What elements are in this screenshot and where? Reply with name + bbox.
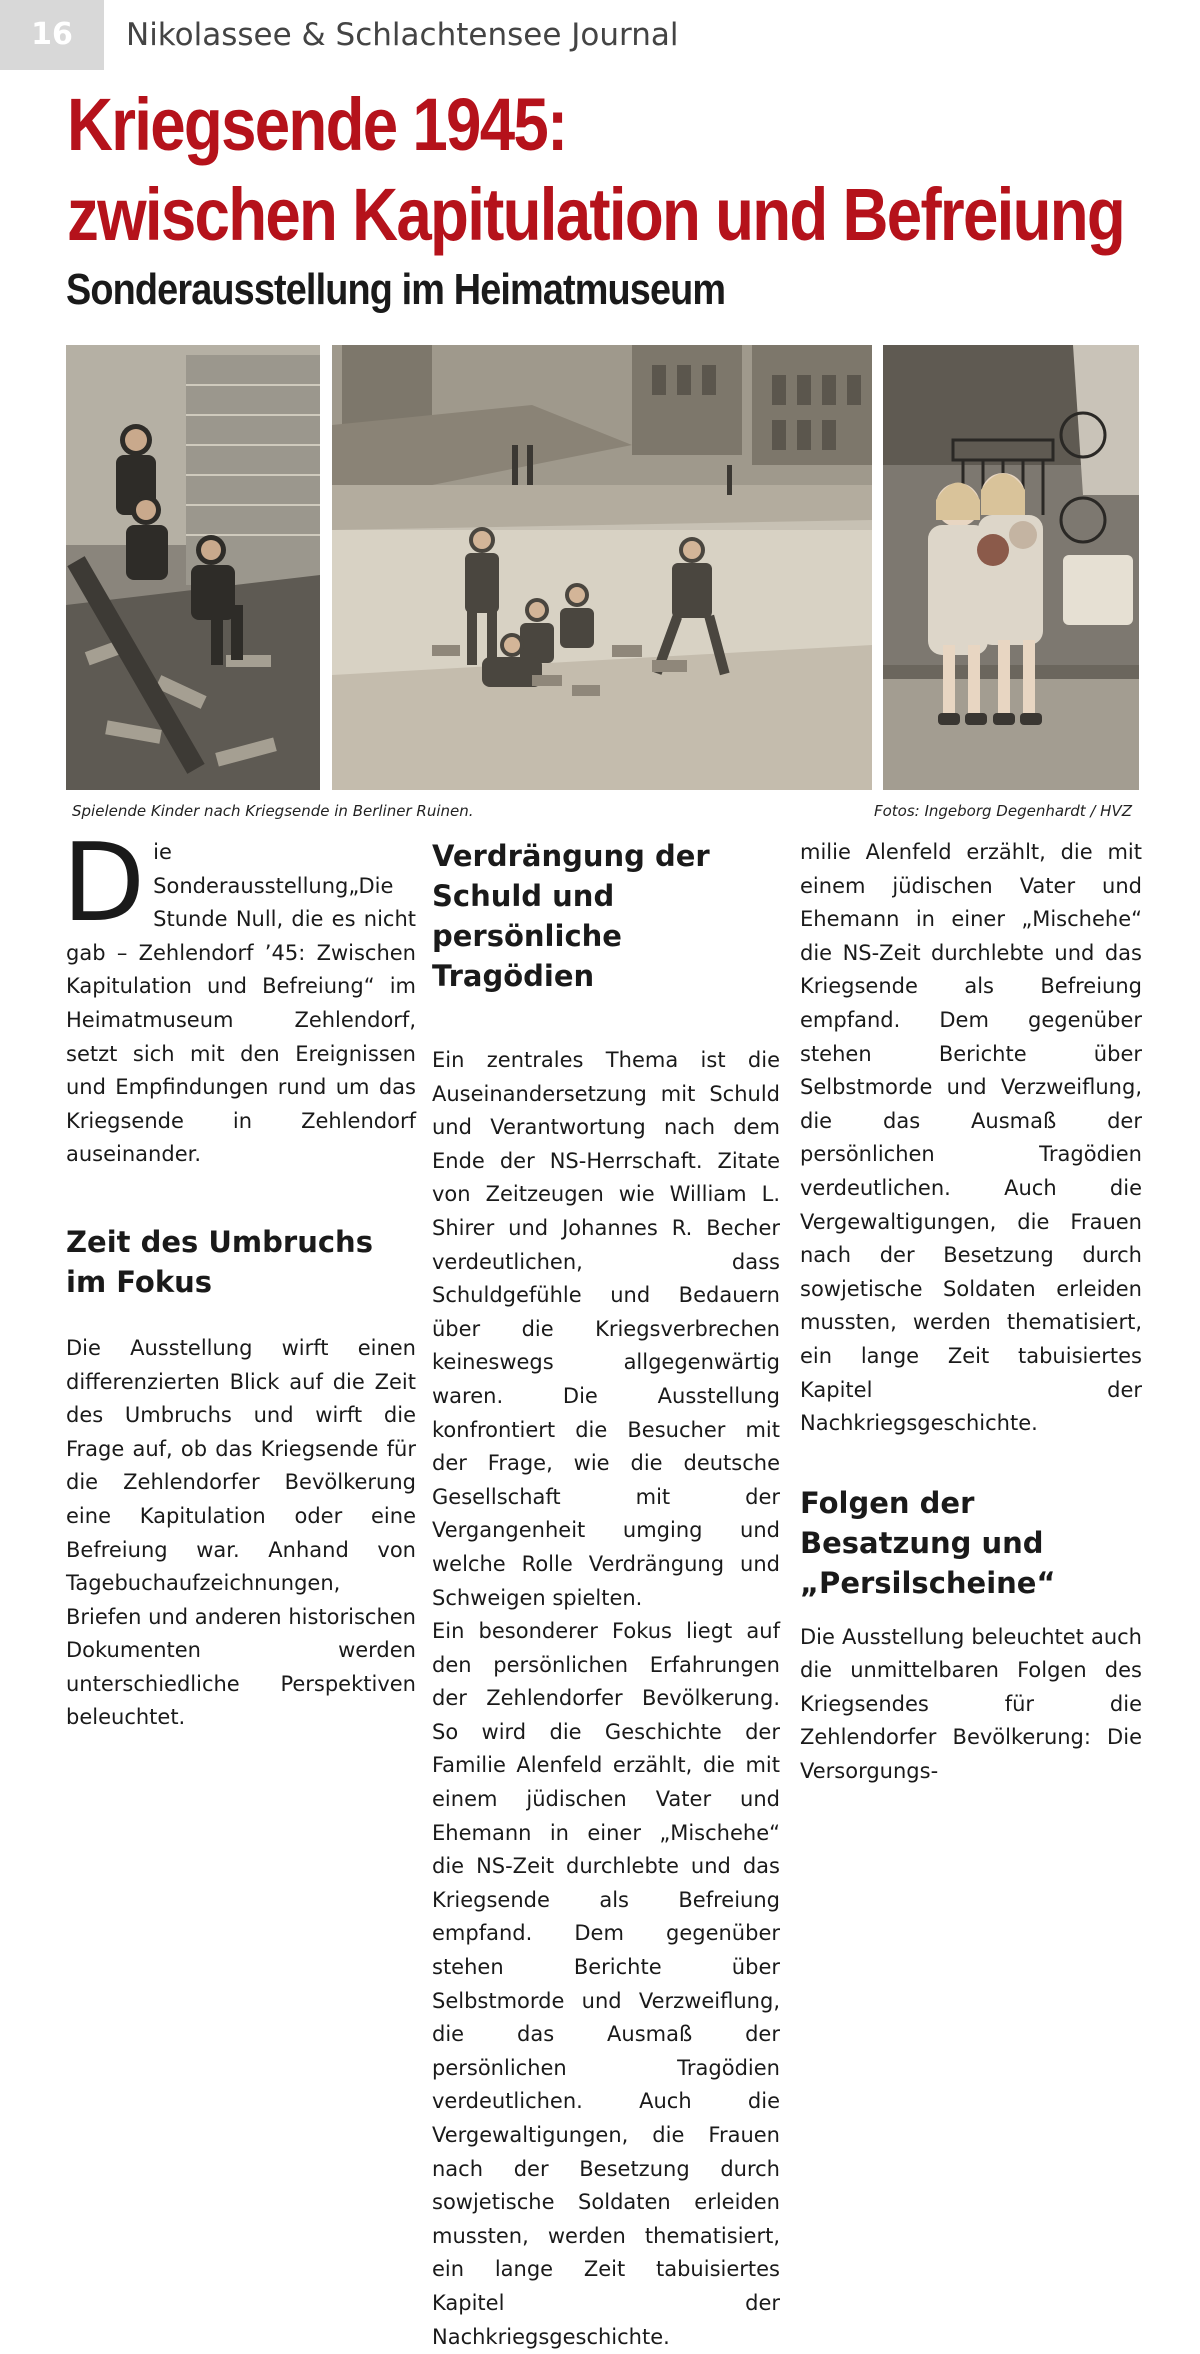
photo-girls-with-doll bbox=[883, 345, 1139, 790]
section-heading-umbruch: Zeit des Umbruchs im Fokus bbox=[66, 1224, 373, 1299]
article-column-3 bbox=[800, 836, 1142, 1789]
intro-text: ie Sonderausstellung„Die Stunde Null, die es nicht gab – Zehlendorf ’45: Zwischen Kapitulation und Befreiung“ im Heimatmuseum Zehlendorf, setzt sich mit den Ereignissen und Empfindungen rund um das Kriegsende in Zehlendorf auseinander. bbox=[66, 840, 416, 1167]
section-text-umbruch: Die Ausstellung wirft einen differenzierten Blick auf die Zeit des Umbruchs und wirft die Frage auf, ob das Kriegsende für die Zehlendorfer Bevölkerung eine Kapitulation oder eine Befreiung war. Anhand von Tagebuchaufzeichnungen, Briefen und anderen historischen Dokumenten werden unterschiedliche Perspektiven beleuchtet. bbox=[66, 1335, 416, 1730]
journal-name: Nikolassee & Schlachtensee Journal bbox=[126, 17, 679, 53]
section-text-familie-continued: milie Alenfeld erzählt, die mit einem jüdischen Vater und Ehemann in einer „Mischehe“ die NS-Zeit durchlebte und das Kriegsende als Befreiung empfand. Dem gegenüber stehen Berichte über Selbstmorde und Verzweiflung, die das Ausmaß der persönlichen Tragödien verdeutlichen. Auch die Vergewaltigungen, die Frauen nach der Besetzung durch sowjetische Soldaten erleiden mussten, werden thematisiert, ein lange Zeit tabuisiertes Kapitel der Nachkriegsgeschichte. bbox=[800, 840, 1142, 1436]
drop-cap: D bbox=[62, 821, 146, 946]
article-column-2 bbox=[432, 836, 780, 2349]
article-column-1 bbox=[62, 821, 416, 1735]
section-text-verdraengung: Ein zentrales Thema ist die Auseinandersetzung mit Schuld und Verantwortung nach dem Ende der NS-Herrschaft. Zitate von Zeitzeugen wie William L. Shirer und Johannes R. Becher verdeutlichen, dass Schuldgefühle und Bedauern über die Kriegsverbrechen keineswegs allgegenwärtig waren. Die Ausstellung konfrontiert die Besucher mit der Frage, wie die deutsche Gesellschaft mit der Vergangenheit umging und welche Rolle Verdrängung und Schweigen spielten. bbox=[432, 1048, 780, 1610]
photo-children-playing-street bbox=[332, 345, 872, 790]
article-title bbox=[67, 80, 1125, 260]
title-line-1: Kriegsende 1945: bbox=[67, 83, 567, 166]
section-text-familie: Ein besonderer Fokus liegt auf den persönlichen Erfahrungen der Zehlendorfer Bevölkerung. So wird die Geschichte der Familie Alenfeld erzählt, die mit einem jüdischen Vater und Ehemann in einer „Mischehe“ die NS-Zeit durchlebte und das Kriegsende als Befreiung empfand. Dem gegenüber stehen Berichte über Selbstmorde und Verzweiflung, die das Ausmaß der persönlichen Tragödien verdeutlichen. Auch die Vergewaltigungen, die Frauen nach der Besetzung durch sowjetische Soldaten erleiden mussten, werden thematisiert, ein lange Zeit tabuisiertes Kapitel der Nachkriegsgeschichte. bbox=[432, 1619, 780, 2349]
photo-credit: Fotos: Ingeborg Degenhardt / HVZ bbox=[873, 802, 1132, 820]
title-line-2: zwischen Kapitulation und Befreiung bbox=[67, 173, 1125, 256]
article-subtitle: Sonderausstellung im Heimatmuseum bbox=[66, 265, 726, 314]
section-text-besatzung: Die Ausstellung beleuchtet auch die unmittelbaren Folgen des Kriegsendes für die Zehlendorfer Bevölkerung: Die Versorgungs- bbox=[800, 1624, 1142, 1784]
page-number: 16 bbox=[0, 0, 104, 70]
section-heading-besatzung: Folgen der Besatzung und „Persilscheine“ bbox=[800, 1485, 1056, 1600]
intro-paragraph bbox=[62, 821, 416, 1172]
photo-children-on-ruins bbox=[66, 345, 320, 790]
photo-caption: Spielende Kinder nach Kriegsende in Berliner Ruinen. bbox=[72, 802, 474, 820]
section-heading-verdraengung: Verdrängung der Schuld und persönliche Tragödien bbox=[432, 839, 710, 993]
